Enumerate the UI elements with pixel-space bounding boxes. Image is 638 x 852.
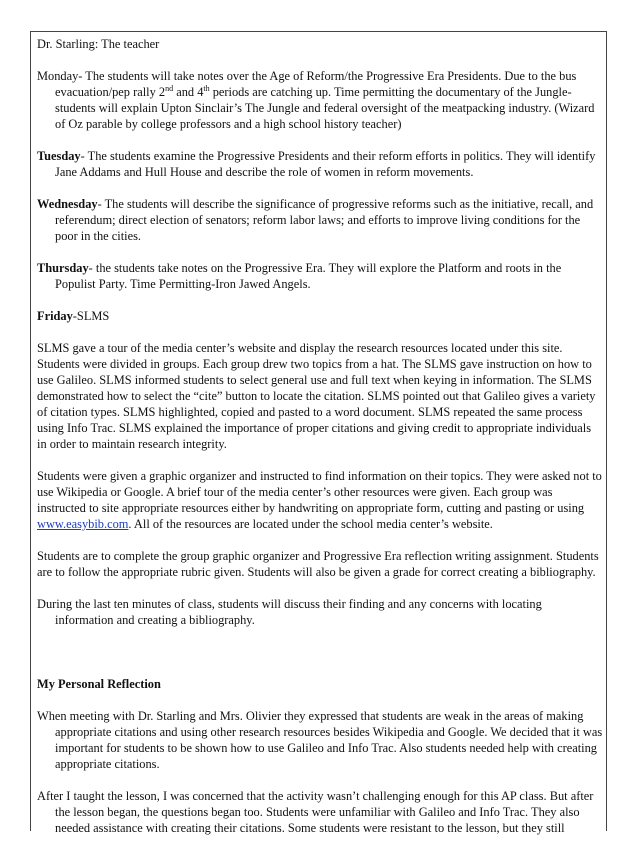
wednesday-entry: Wednesday- The students will describe the significance of progressive reforms such as the initiative, recall, and referendum; direct election of senators; reform labor laws; and efforts to improve living conditions for the poor in the cities. xyxy=(37,197,594,243)
monday-entry: Monday- The students will take notes over the Age of Reform/the Progressive Era Presidents. Due to the bus evacuation/pep rally 2nd and 4th periods are catching up. Time permitting the documentary of the Jungle-students will explain Upton Sinclair’s The Jungle and federal oversight of the meatpacking industry. (Wizard of Oz parable by college professors and a high school history teacher) xyxy=(37,69,595,131)
day-label: Tuesday xyxy=(37,149,81,163)
last-minutes-paragraph: During the last ten minutes of class, students will discuss their finding and any concerns with locating information and creating a bibliography. xyxy=(37,597,542,627)
document-body xyxy=(37,36,603,852)
reflection-paragraph-1: When meeting with Dr. Starling and Mrs. Olivier they expressed that students are weak in the areas of making appropriate citations and using other research resources besides Wikipedia and Google. We decided that it was important for students to be shown how to use Galileo and Info Trac. Also students needed help with creating appropriate citations. xyxy=(37,709,603,771)
reflection-paragraph-2: After I taught the lesson, I was concerned that the activity wasn’t challenging enough for this AP class. But after the lesson began, the questions began too. Students were unfamiliar with Galileo and Info Trac. They also needed assistance with creating their citations. Some students were resistant to the lesson, but they still xyxy=(37,789,594,835)
complete-paragraph: Students are to complete the group graphic organizer and Progressive Era reflection writing assignment. Students are to follow the appropriate rubric given. Students will also be given a grade for correct creating a bibliography. xyxy=(37,549,599,579)
day-label: Thursday xyxy=(37,261,89,275)
day-label: Wednesday xyxy=(37,197,98,211)
slms-paragraph: SLMS gave a tour of the media center’s website and display the research resources located under this site. Students were divided in groups. Each group drew two topics from a hat. The SLMS gave instruction on how to use Galileo. SLMS informed students to select general use and full text when keying in information. The SLMS demonstrated how to select the “cite” button to locate the citation. SLMS pointed out that Galileo gives a variety of citation types. SLMS highlighted, copied and pasted to a word document. SLMS repeated the same process using Info Trac. SLMS explained the importance of proper citations and giving credit to appropriate individuals in order to maintain research integrity. xyxy=(37,341,596,451)
teacher-line: Dr. Starling: The teacher xyxy=(37,37,160,51)
organizer-paragraph: Students were given a graphic organizer and instructed to find information on their topics. They were asked not to use Wikipedia or Google. A brief tour of the media center’s other resources were given. Each group was instructed to site appropriate resources either by handwriting on appropriate form, cutting and pasting or using www.easybib.com. All of the resources are located under the school media center’s website. xyxy=(37,469,602,531)
spacer xyxy=(37,628,603,660)
easybib-link[interactable]: www.easybib.com xyxy=(37,517,129,531)
thursday-entry: Thursday- the students take notes on the Progressive Era. They will explore the Platform and roots in the Populist Party. Time Permitting-Iron Jawed Angels. xyxy=(37,261,562,291)
day-label: Friday xyxy=(37,309,73,323)
tuesday-entry: Tuesday- The students examine the Progressive Presidents and their reform efforts in politics. They will identify Jane Addams and Hull House and describe the role of women in reform movements. xyxy=(37,149,596,179)
friday-entry: Friday-SLMS xyxy=(37,309,110,323)
reflection-heading: My Personal Reflection xyxy=(37,677,161,691)
